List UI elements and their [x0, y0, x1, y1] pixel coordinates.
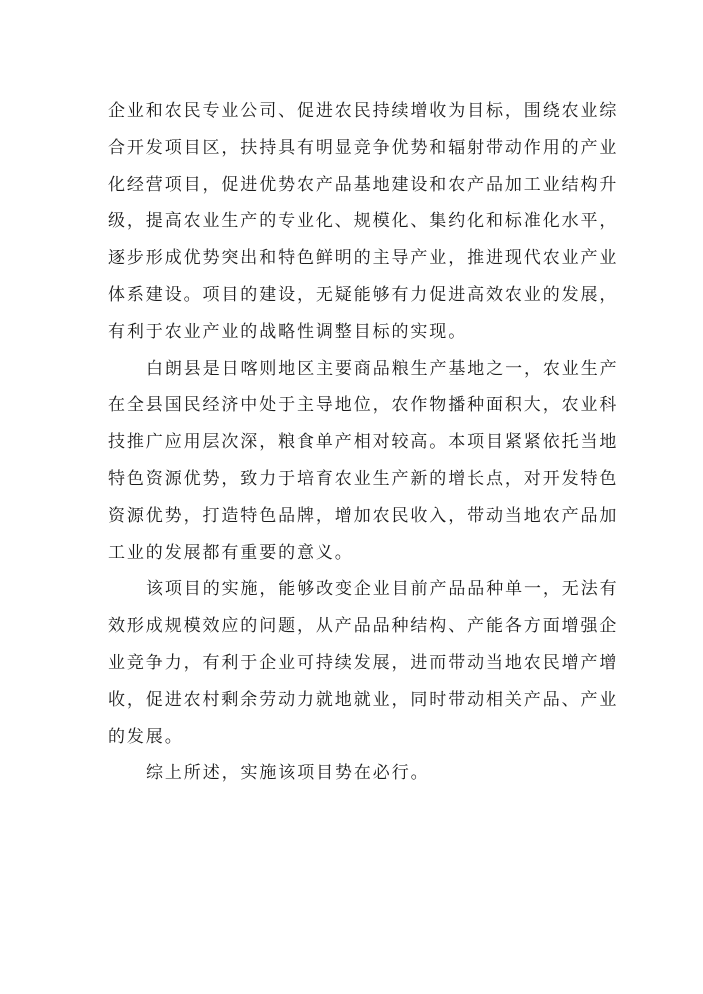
paragraph-line: 体系建设。项目的建设，无疑能够有力促进高效农业的发展， — [108, 284, 619, 305]
paragraph-line: 的发展。 — [108, 726, 184, 747]
paragraph-line: 企业和农民专业公司、促进农民持续增收为目标，围绕农业综 — [108, 101, 619, 121]
document-body — [108, 93, 619, 792]
paragraph-line: 该项目的实施，能够改变企业目前产品品种单一，无法有 — [146, 579, 619, 600]
paragraph-line: 工业的发展都有重要的意义。 — [108, 542, 354, 563]
paragraph-line: 有利于农业产业的战略性调整目标的实现。 — [108, 321, 468, 342]
paragraph-line: 资源优势，打造特色品牌，增加农民收入，带动当地农产品加 — [108, 505, 619, 526]
paragraph-line: 白朗县是日喀则地区主要商品粮生产基地之一，农业生产 — [146, 358, 619, 379]
paragraph-4 — [108, 755, 592, 792]
paragraph-line: 特色资源优势，致力于培育农业生产新的增长点，对开发特色 — [108, 468, 619, 489]
paragraph-3 — [108, 571, 619, 755]
paragraph-line: 收，促进农村剩余劳动力就地就业，同时带动相关产品、产业 — [108, 689, 619, 710]
paragraph-line: 综上所述，实施该项目势在必行。 — [146, 763, 430, 784]
paragraph-line: 在全县国民经济中处于主导地位，农作物播种面积大，农业科 — [108, 395, 619, 416]
paragraph-line: 业竞争力，有利于企业可持续发展，进而带动当地农民增产增 — [108, 652, 619, 673]
paragraph-line: 化经营项目，促进优势农产品基地建设和农产品加工业结构升 — [108, 174, 619, 195]
paragraph-2 — [108, 351, 619, 572]
paragraph-line: 技推广应用层次深，粮食单产相对较高。本项目紧紧依托当地 — [108, 432, 619, 453]
paragraph-line: 逐步形成优势突出和特色鲜明的主导产业，推进现代农业产业 — [108, 248, 619, 269]
paragraph-1 — [108, 93, 619, 351]
paragraph-line: 效形成规模效应的问题，从产品品种结构、产能各方面增强企 — [108, 616, 619, 637]
paragraph-line: 级，提高农业生产的专业化、规模化、集约化和标准化水平， — [108, 211, 619, 232]
paragraph-line: 合开发项目区，扶持具有明显竞争优势和辐射带动作用的产业 — [108, 137, 619, 158]
